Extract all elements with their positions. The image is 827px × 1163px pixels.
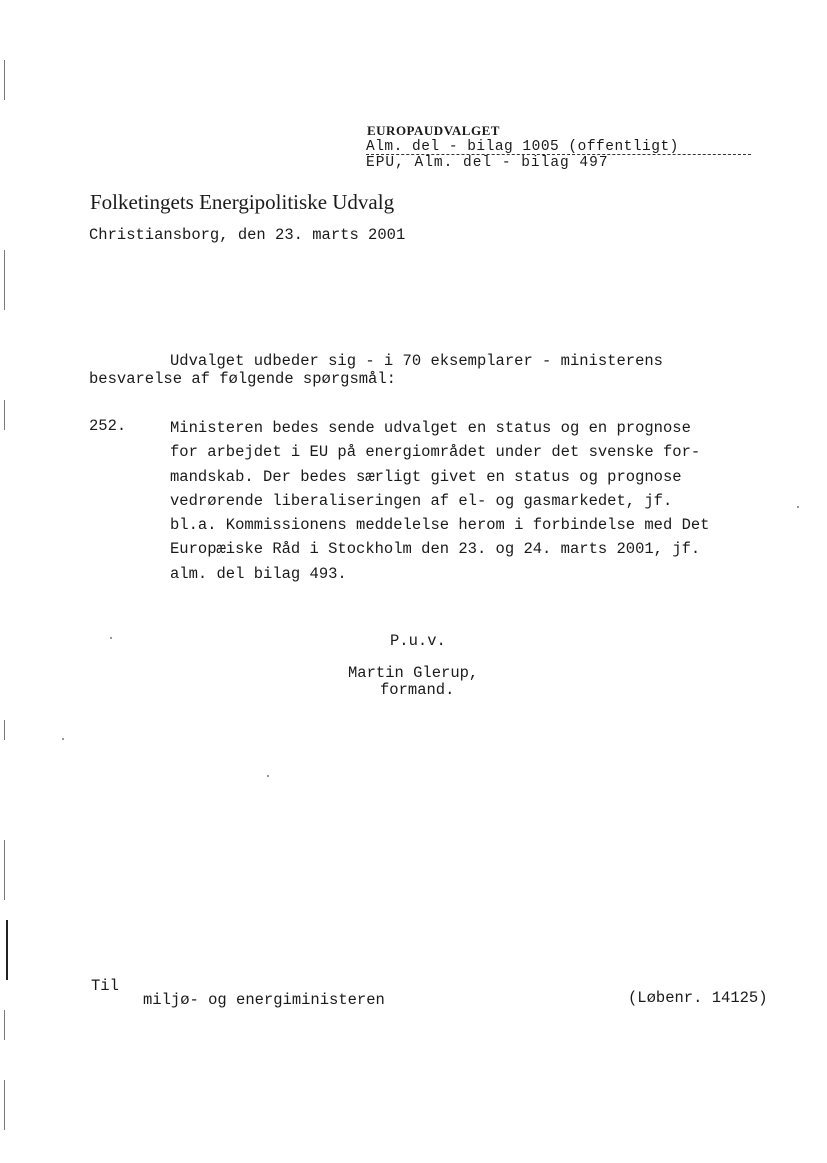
- stamp-reference-1: Alm. del - bilag 1005 (offentligt): [366, 139, 679, 155]
- scan-speck: [267, 775, 269, 777]
- question-number: 252.: [89, 417, 127, 435]
- scan-speck: [110, 637, 112, 639]
- scan-speck: [62, 738, 64, 740]
- reference-number: (Løbenr. 14125): [628, 989, 768, 1007]
- intro-line-1: Udvalget udbeder sig - i 70 eksemplarer - ministerens: [170, 352, 663, 370]
- dateline: Christiansborg, den 23. marts 2001: [89, 226, 406, 244]
- question-line: mandskab. Der bedes særligt givet en status og prognose: [170, 467, 682, 486]
- committee-name: Folketingets Energipolitiske Udvalg: [90, 190, 395, 214]
- scan-edge-mark: [4, 840, 5, 900]
- question-line: Europæiske Råd i Stockholm den 23. og 24. marts 2001, jf.: [170, 540, 701, 559]
- stamp-title: EUROPAUDVALGET: [367, 123, 500, 138]
- scan-edge-mark: [4, 60, 5, 100]
- to-label: Til: [91, 977, 119, 995]
- signature-puv: P.u.v.: [390, 632, 446, 650]
- question-line: vedrørende liberaliseringen af el- og gasmarkedet, jf.: [170, 491, 673, 510]
- signature-name: Martin Glerup,: [348, 664, 479, 682]
- intro-line-2: besvarelse af følgende spørgsmål:: [89, 370, 396, 388]
- scan-edge-mark: [4, 1010, 5, 1040]
- recipient: miljø- og energiministeren: [143, 991, 385, 1009]
- question-line: alm. del bilag 493.: [170, 564, 347, 583]
- question-text: [170, 416, 710, 586]
- scan-speck: [797, 506, 799, 508]
- scan-edge-mark: [4, 400, 5, 430]
- question-line: Ministeren bedes sende udvalget en status og en prognose: [170, 419, 691, 437]
- signature-title: formand.: [380, 681, 455, 699]
- question-line: bl.a. Kommissionens meddelelse herom i forbindelse med Det: [170, 516, 710, 535]
- scan-edge-mark: [4, 1080, 5, 1130]
- stamp-reference-2: EPU, Alm. del - bilag 497: [366, 155, 609, 171]
- scan-edge-mark: [6, 920, 8, 980]
- scan-edge-mark: [4, 720, 5, 740]
- scan-edge-mark: [4, 250, 5, 310]
- question-line: for arbejdet i EU på energiområdet under det svenske for-: [170, 443, 701, 462]
